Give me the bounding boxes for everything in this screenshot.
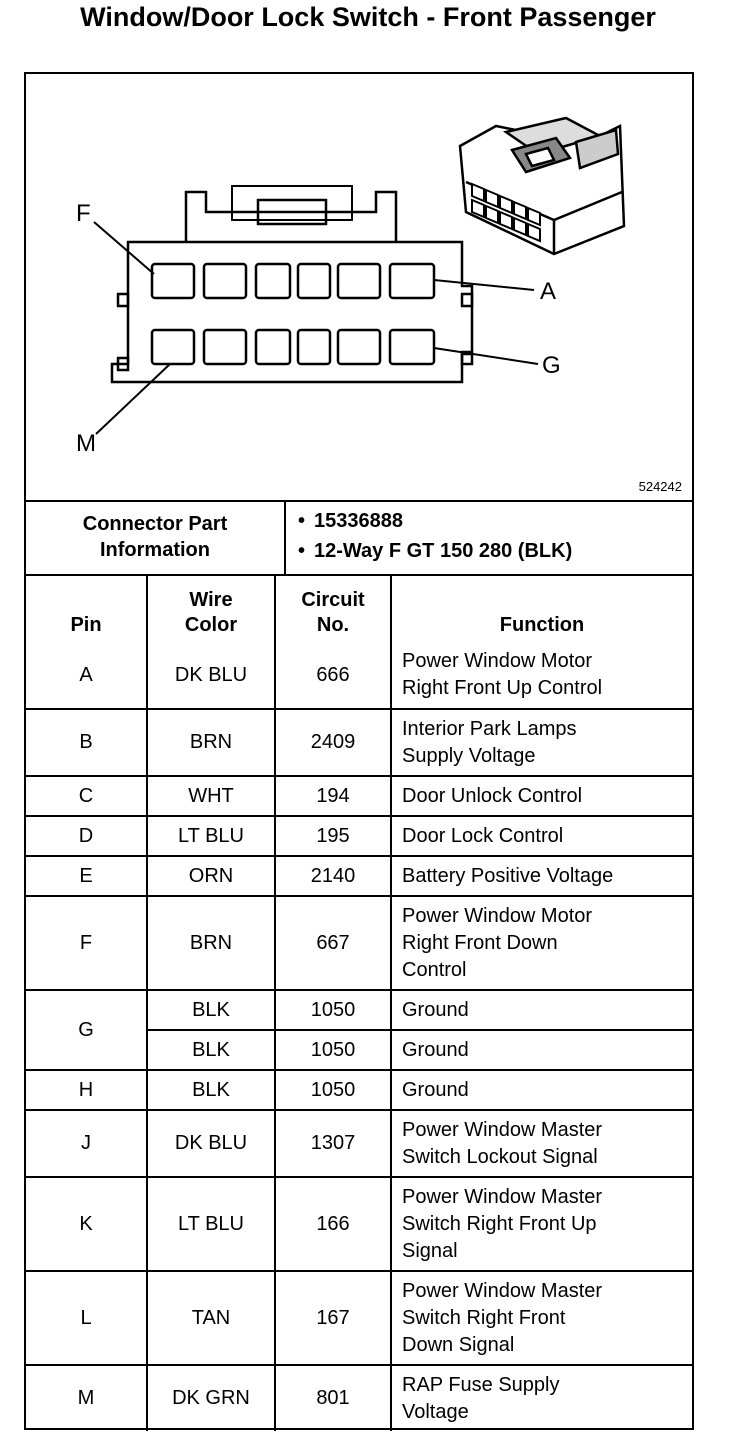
circuit-cell: 166 <box>275 1177 391 1271</box>
circuit-cell: 194 <box>275 776 391 816</box>
circuit-cell: 1050 <box>275 1030 391 1070</box>
circuit-cell: 801 <box>275 1365 391 1431</box>
pin-cell: F <box>26 896 147 990</box>
circuit-cell: 1050 <box>275 1070 391 1110</box>
function-line: Power Window Master <box>402 1185 603 1208</box>
connector-part-information <box>26 500 692 576</box>
function-line: Control <box>402 958 467 981</box>
circuit-cell: 667 <box>275 896 391 990</box>
pin-cell: C <box>26 776 147 816</box>
pin-cell: D <box>26 816 147 856</box>
function-line: Power Window Master <box>402 1118 603 1141</box>
wire-color-cell: BRN <box>147 709 275 776</box>
function-line: Ground <box>402 1078 469 1101</box>
table-row <box>26 1271 692 1365</box>
callout-m: M <box>76 430 96 457</box>
pin-cell: M <box>26 1365 147 1431</box>
function-cell <box>391 1030 692 1070</box>
function-cell <box>391 1070 692 1110</box>
wire-color-cell: LT BLU <box>147 816 275 856</box>
table-row <box>26 1177 692 1271</box>
callout-g: G <box>542 352 561 379</box>
function-cell <box>391 709 692 776</box>
function-cell <box>391 776 692 816</box>
function-cell <box>391 642 692 709</box>
function-cell <box>391 816 692 856</box>
function-cell <box>391 896 692 990</box>
pin-cell: K <box>26 1177 147 1271</box>
table-row <box>26 1110 692 1177</box>
connector-part-type: • 12-Way F GT 150 280 (BLK) <box>288 536 688 566</box>
circuit-cell: 1050 <box>275 990 391 1030</box>
table-row <box>26 1070 692 1110</box>
table-row <box>26 990 692 1030</box>
circuit-cell: 2409 <box>275 709 391 776</box>
function-line: Switch Right Front Up <box>402 1212 597 1235</box>
function-line: Power Window Motor <box>402 904 593 927</box>
function-cell <box>391 1365 692 1431</box>
pinout-table <box>26 574 692 1431</box>
table-row <box>26 1365 692 1431</box>
pin-cell: G <box>26 990 147 1070</box>
circuit-cell: 167 <box>275 1271 391 1365</box>
function-line: Right Front Up Control <box>402 677 603 699</box>
connector-part-label-line: Connector Part <box>82 513 228 535</box>
connector-part-values <box>288 506 688 566</box>
pin-cell: L <box>26 1271 147 1365</box>
pin-cell: J <box>26 1110 147 1177</box>
function-line: Switch Lockout Signal <box>402 1145 598 1168</box>
page-title: Window/Door Lock Switch - Front Passenger <box>80 2 656 32</box>
function-line: Power Window Motor <box>402 650 593 672</box>
wire-color-cell: BLK <box>147 1070 275 1110</box>
table-row <box>26 816 692 856</box>
header-function: Function <box>391 574 692 642</box>
header-circuit-no: Circuit No. <box>275 574 391 642</box>
function-line: Battery Positive Voltage <box>402 864 614 887</box>
table-row <box>26 856 692 896</box>
pin-cell: E <box>26 856 147 896</box>
function-line: Down Signal <box>402 1333 515 1356</box>
function-line: Door Lock Control <box>402 824 564 847</box>
wire-color-cell: DK GRN <box>147 1365 275 1431</box>
table-row <box>26 896 692 990</box>
callout-f: F <box>76 200 91 227</box>
function-line: Ground <box>402 998 469 1021</box>
connector-face-drawing <box>26 74 692 500</box>
table-row <box>26 642 692 709</box>
table-row <box>26 776 692 816</box>
header-wire-color: Wire Color <box>147 574 275 642</box>
function-line: Supply Voltage <box>402 744 536 767</box>
function-line: Voltage <box>402 1400 469 1423</box>
pin-cell: B <box>26 709 147 776</box>
function-line: RAP Fuse Supply <box>402 1373 560 1396</box>
circuit-cell: 1307 <box>275 1110 391 1177</box>
callout-a: A <box>540 278 557 305</box>
wire-color-cell: BRN <box>147 896 275 990</box>
function-line: Switch Right Front <box>402 1306 566 1329</box>
connector-sheet <box>24 72 694 1430</box>
function-cell <box>391 990 692 1030</box>
function-line: Signal <box>402 1239 458 1262</box>
wire-color-cell: WHT <box>147 776 275 816</box>
wire-color-cell: BLK <box>147 1030 275 1070</box>
table-header-row <box>26 574 692 642</box>
circuit-cell: 2140 <box>275 856 391 896</box>
pin-cell: A <box>26 642 147 709</box>
function-cell <box>391 1177 692 1271</box>
connector-diagram <box>26 74 692 502</box>
wire-color-cell: LT BLU <box>147 1177 275 1271</box>
function-cell <box>391 1271 692 1365</box>
wire-color-cell: DK BLU <box>147 642 275 709</box>
circuit-cell: 666 <box>275 642 391 709</box>
wire-color-cell: BLK <box>147 990 275 1030</box>
function-line: Door Unlock Control <box>402 784 583 807</box>
wire-color-cell: ORN <box>147 856 275 896</box>
circuit-cell: 195 <box>275 816 391 856</box>
connector-part-label-line: Information <box>100 539 210 561</box>
connector-part-label <box>26 500 286 574</box>
wire-color-cell: TAN <box>147 1271 275 1365</box>
function-line: Interior Park Lamps <box>402 717 577 740</box>
pin-cell: H <box>26 1070 147 1110</box>
table-row <box>26 709 692 776</box>
header-pin: Pin <box>26 574 147 642</box>
function-line: Ground <box>402 1038 469 1061</box>
connector-part-number: • 15336888 <box>288 506 688 536</box>
function-cell <box>391 856 692 896</box>
wire-color-cell: DK BLU <box>147 1110 275 1177</box>
figure-number: 524242 <box>638 479 682 494</box>
function-line: Right Front Down <box>402 931 558 954</box>
function-line: Power Window Master <box>402 1279 603 1302</box>
function-cell <box>391 1110 692 1177</box>
